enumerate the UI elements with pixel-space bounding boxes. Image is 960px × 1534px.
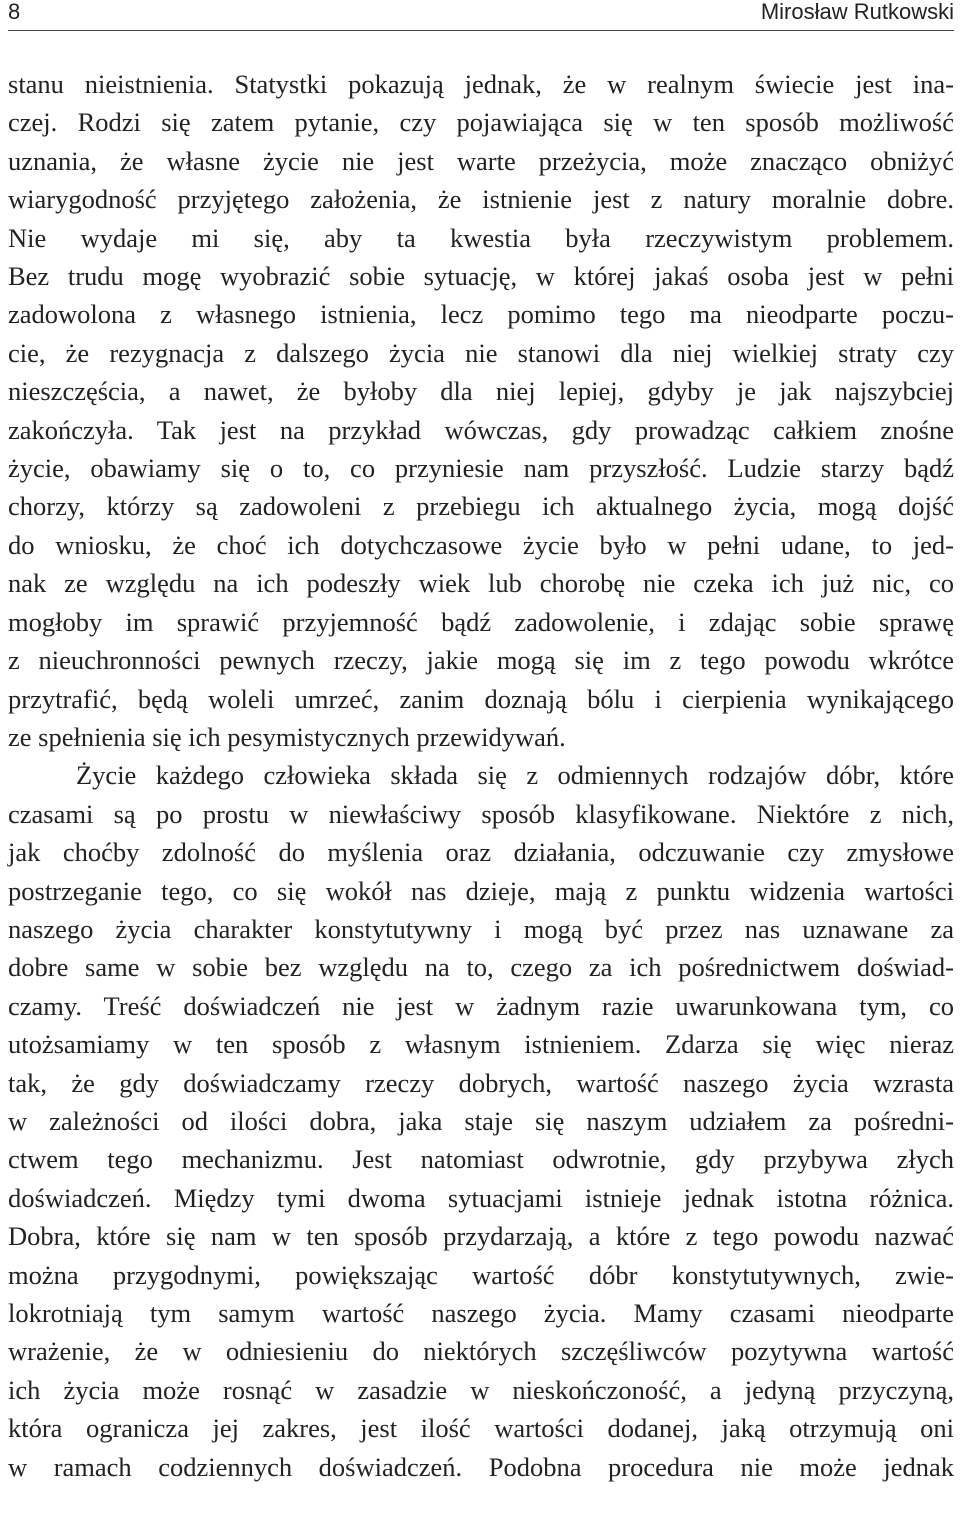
text-line: Życie każdego człowieka składa się z odmiennych rodzajów dóbr, które	[76, 760, 954, 791]
text-line: w zależności od ilości dobra, jaka staje się naszym udziałem za pośredni-	[8, 1105, 954, 1136]
text-line: Dobra, które się nam w ten sposób przydarzają, a które z tego powodu nazwać	[8, 1221, 954, 1252]
body-text	[8, 65, 954, 1486]
text-line: Bez trudu mogę wyobrazić sobie sytuację, w której jakaś osoba jest w pełni	[8, 261, 954, 292]
text-line: życie, obawiamy się o to, co przyniesie nam przyszłość. Ludzie starzy bądź	[8, 453, 954, 484]
text-line: doświadczeń. Między tymi dwoma sytuacjami istnieje jednak istotna różnica.	[8, 1182, 954, 1213]
running-header	[8, 0, 954, 31]
page-number: 8	[8, 0, 21, 24]
text-line: czasami są po prostu w niewłaściwy sposób klasyfikowane. Niektóre z nich,	[8, 798, 954, 829]
running-title-author: Mirosław Rutkowski	[760, 0, 954, 24]
text-line: utożsamiamy w ten sposób z własnym istnieniem. Zdarza się więc nieraz	[8, 1029, 954, 1060]
text-line: ze spełnienia się ich pesymistycznych przewidywań.	[8, 721, 566, 752]
text-line: lokrotniają tym samym wartość naszego życia. Mamy czasami nieodparte	[8, 1298, 954, 1328]
text-line: zadowolona z własnego istnienia, lecz pomimo tego ma nieodparte poczu-	[8, 299, 954, 330]
text-line: naszego życia charakter konstytutywny i mogą być przez nas uznawane za	[8, 913, 954, 944]
text-line: Nie wydaje mi się, aby ta kwestia była rzeczywistym problemem.	[8, 222, 954, 253]
text-line: wrażenie, że w odniesieniu do niektórych szczęśliwców pozytywna wartość	[8, 1336, 954, 1367]
text-line: ich życia może rosnąć w zasadzie w nieskończoność, a jedyną przyczyną,	[8, 1374, 954, 1405]
text-line: która ogranicza jej zakres, jest ilość wartości dodanej, jaką otrzymują oni	[8, 1413, 954, 1444]
paragraph-2	[8, 756, 954, 1486]
text-line: wiarygodność przyjętego założenia, że istnienie jest z natury moralnie dobre.	[8, 184, 954, 215]
text-line: do wniosku, że choć ich dotychczasowe życie było w pełni udane, to jed-	[8, 529, 954, 560]
text-line: uznania, że własne życie nie jest warte przeżycia, może znacząco obniżyć	[8, 145, 954, 176]
text-line: zakończyła. Tak jest na przykład wówczas, gdy prowadząc całkiem znośne	[8, 414, 954, 445]
text-line: cie, że rezygnacja z dalszego życia nie stanowi dla niej wielkiej straty czy	[8, 337, 954, 368]
text-line: można przygodnymi, powiększając wartość dóbr konstytutywnych, zwie-	[8, 1259, 954, 1290]
text-line: z nieuchronności pewnych rzeczy, jakie mogą się im z tego powodu wkrótce	[8, 645, 954, 676]
text-line: mogłoby im sprawić przyjemność bądź zadowolenie, i zdając sobie sprawę	[8, 606, 954, 637]
text-line: czamy. Treść doświadczeń nie jest w żadnym razie uwarunkowana tym, co	[8, 990, 954, 1021]
text-line: nieszczęścia, a nawet, że byłoby dla niej lepiej, gdyby je jak najszybciej	[8, 376, 954, 407]
text-line: jak choćby zdolność do myślenia oraz działania, odczuwanie czy zmysłowe	[8, 837, 954, 868]
text-line: nak ze względu na ich podeszły wiek lub chorobę nie czeka ich już nic, co	[8, 568, 954, 599]
text-line: postrzeganie tego, co się wokół nas dzieje, mają z punktu widzenia wartości	[8, 875, 954, 906]
text-line: stanu nieistnienia. Statystki pokazują jednak, że w realnym świecie jest ina-	[8, 69, 954, 99]
text-line: tak, że gdy doświadczamy rzeczy dobrych, wartość naszego życia wzrasta	[8, 1067, 954, 1098]
text-line: w ramach codziennych doświadczeń. Podobna procedura nie może jednak	[8, 1451, 954, 1482]
text-line: ctwem tego mechanizmu. Jest natomiast odwrotnie, gdy przybywa złych	[8, 1144, 954, 1175]
text-line: chorzy, którzy są zadowoleni z przebiegu ich aktualnego życia, mogą dojść	[8, 491, 954, 522]
paragraph-1	[8, 65, 954, 756]
text-line: czej. Rodzi się zatem pytanie, czy pojawiająca się w ten sposób możliwość	[8, 107, 954, 138]
text-line: dobre same w sobie bez względu na to, czego za ich pośrednictwem doświad-	[8, 952, 954, 983]
text-line: przytrafić, będą woleli umrzeć, zanim doznają bólu i cierpienia wynikającego	[8, 683, 954, 714]
